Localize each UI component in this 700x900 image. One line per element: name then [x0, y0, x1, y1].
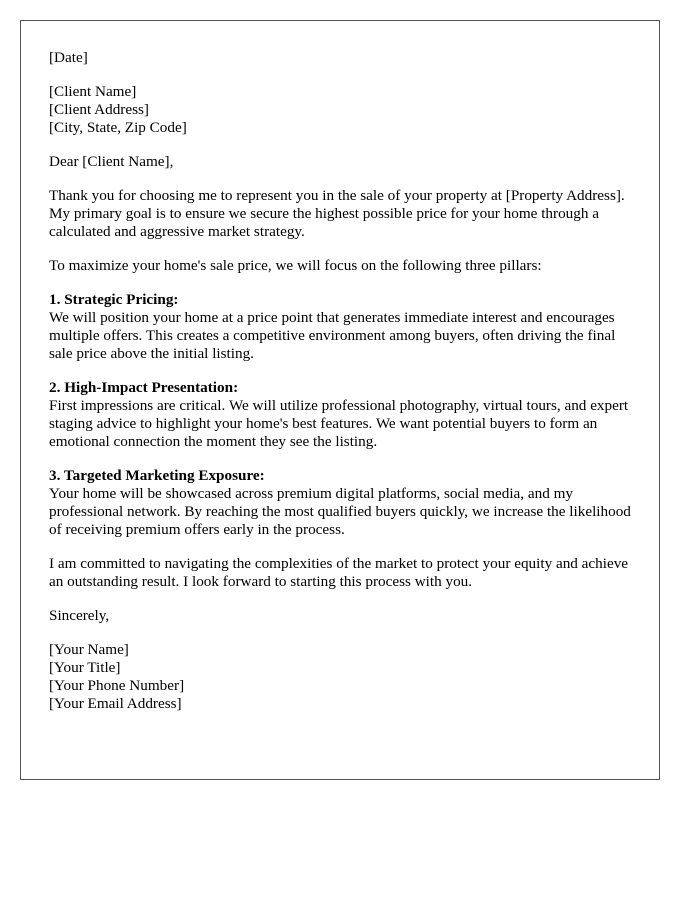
letter-body	[49, 49, 634, 729]
letter-date: [Date]	[49, 49, 88, 66]
recipient-address: [Client Address]	[49, 101, 149, 118]
date-block	[49, 49, 634, 67]
section-body: First impressions are critical. We will utilize professional photography, virtual tours, and expert staging advice to highlight your home's best features. We want potential buyers to form an emotional connection the moment they see the listing.	[49, 397, 629, 450]
closing: Sincerely,	[49, 607, 110, 624]
closing-paragraph-text: I am committed to navigating the complexities of the market to protect your equity and achieve an outstanding result. I look forward to starting this process with you.	[49, 555, 629, 590]
closing-block	[49, 607, 634, 625]
intro-paragraph	[49, 187, 634, 241]
salutation-block	[49, 153, 634, 171]
section-body: Your home will be showcased across premium digital platforms, social media, and my professional network. By reaching the most qualified buyers quickly, we increase the likelihood of receiving premium offers early in the process.	[49, 485, 631, 538]
signature-title: [Your Title]	[49, 659, 121, 676]
section-high-impact-presentation	[49, 379, 634, 451]
section-heading: 2. High-Impact Presentation:	[49, 379, 239, 396]
letter-page	[20, 20, 660, 780]
recipient-city-state-zip: [City, State, Zip Code]	[49, 119, 187, 136]
intro-text: Thank you for choosing me to represent you in the sale of your property at [Property Address]. My primary goal is to ensure we secure the highest possible price for your home through a calculated and aggressive market strategy.	[49, 187, 625, 240]
salutation: Dear [Client Name],	[49, 153, 174, 170]
section-heading: 1. Strategic Pricing:	[49, 291, 179, 308]
signature-block	[49, 641, 634, 713]
signature-email: [Your Email Address]	[49, 695, 182, 712]
signature-name: [Your Name]	[49, 641, 129, 658]
recipient-name: [Client Name]	[49, 83, 137, 100]
pillars-intro-paragraph	[49, 257, 634, 275]
signature-phone: [Your Phone Number]	[49, 677, 185, 694]
pillars-intro-text: To maximize your home's sale price, we will focus on the following three pillars:	[49, 257, 542, 274]
section-strategic-pricing	[49, 291, 634, 363]
recipient-address-block	[49, 83, 634, 137]
closing-paragraph	[49, 555, 634, 591]
section-body: We will position your home at a price point that generates immediate interest and encourages multiple offers. This creates a competitive environment among buyers, often driving the final sale price above the initial listing.	[49, 309, 616, 362]
section-targeted-marketing-exposure	[49, 467, 634, 539]
section-heading: 3. Targeted Marketing Exposure:	[49, 467, 265, 484]
